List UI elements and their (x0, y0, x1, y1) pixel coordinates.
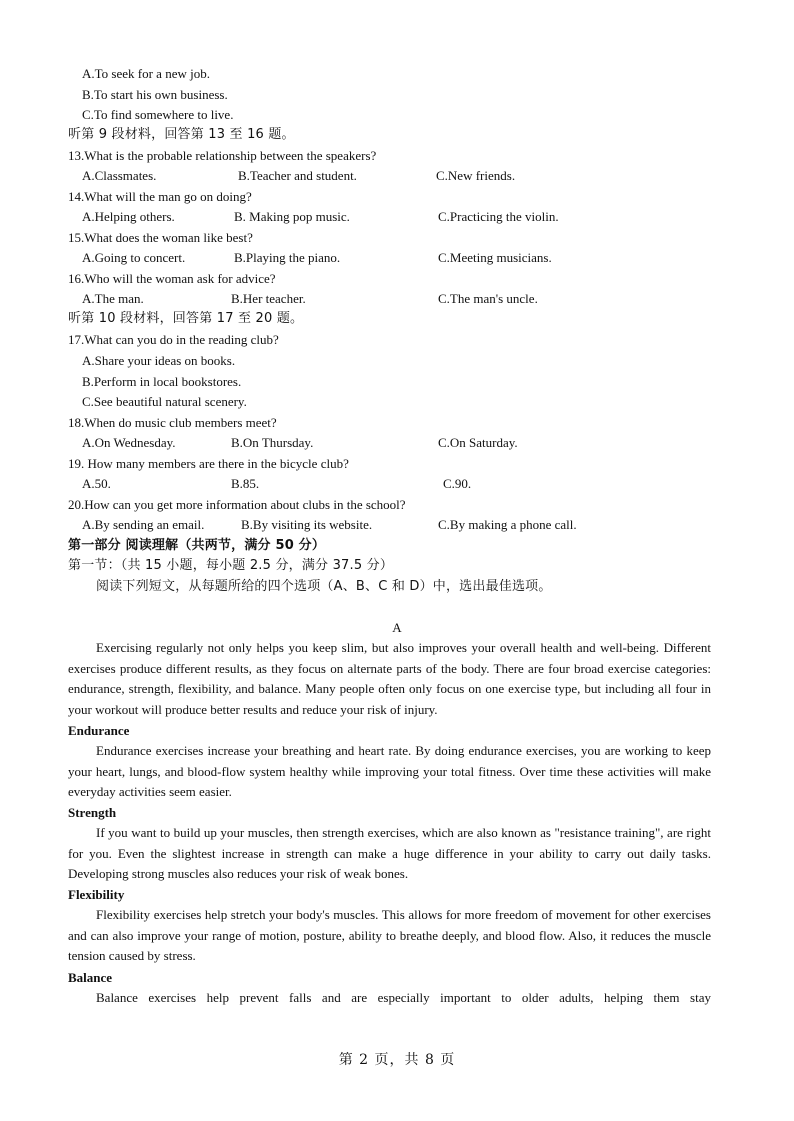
q17-option-b: B.Perform in local bookstores. (82, 374, 242, 389)
page-footer: 第 2 页，共 8 页 (338, 1052, 456, 1068)
q15-option-a: A.Going to concert. (82, 250, 186, 265)
q14-option-c: C.Practicing the violin. (438, 209, 559, 224)
passage-label: A (392, 620, 402, 635)
q13-option-b: B.Teacher and student. (238, 168, 357, 183)
q12-option-a: A.To seek for a new job. (82, 66, 210, 81)
q15-option-b: B.Playing the piano. (234, 250, 341, 265)
q13-option-a: A.Classmates. (82, 168, 157, 183)
q20-option-c: C.By making a phone call. (438, 517, 577, 532)
q14-stem: 14.What will the man go on doing? (68, 189, 252, 204)
q17-option-c: C.See beautiful natural scenery. (82, 394, 247, 409)
q15-stem: 15.What does the woman like best? (68, 230, 253, 245)
section-10-instruction: 听第 10 段材料，回答第 17 至 20 题。 (68, 311, 304, 326)
paragraph-balance: Balance exercises help prevent falls and are especially important to older adults, helping them stay (96, 990, 711, 1005)
q16-stem: 16.Who will the woman ask for advice? (68, 271, 276, 286)
reading-part-title: 第一部分 阅读理解（共两节，满分 50 分） (68, 538, 326, 553)
q15-option-c: C.Meeting musicians. (438, 250, 552, 265)
q19-option-a: A.50. (82, 476, 111, 491)
paragraph-strength: If you want to build up your muscles, then strength exercises, which are also known as "resistance training", are right for you. Even the slightest increase in strength can make a huge difference in your ability to carry out daily tasks. Developing strong muscles also reduces your risk of weak bones. (68, 825, 711, 882)
q12-option-b: B.To start his own business. (82, 87, 228, 102)
q17-option-a: A.Share your ideas on books. (82, 353, 236, 368)
q13-option-c: C.New friends. (436, 168, 516, 183)
q19-stem: 19. How many members are there in the bicycle club? (68, 456, 349, 471)
q14-option-a: A.Helping others. (82, 209, 175, 224)
passage-intro: Exercising regularly not only helps you keep slim, but also improves your overall health and well-being. Different exercises produce different results, as they focus on alternate parts of the body. There are four broad exercise categories: endurance, strength, flexibility, and balance. Many people often only focus on one exercise type, but including all four in your workout will produce better results and reduce your risk of injury. (68, 640, 711, 717)
q14-option-b: B. Making pop music. (234, 209, 350, 224)
paragraph-endurance: Endurance exercises increase your breathing and heart rate. By doing endurance exercises, you are working to keep your heart, lungs, and blood-flow system healthy while improving your total fitness. Over time these activities will make everyday activities seem easier. (68, 743, 711, 800)
q18-option-b: B.On Thursday. (231, 435, 314, 450)
q20-stem: 20.How can you get more information about clubs in the school? (68, 497, 406, 512)
heading-flexibility: Flexibility (68, 887, 125, 902)
q18-option-a: A.On Wednesday. (82, 435, 176, 450)
heading-strength: Strength (68, 805, 117, 820)
reading-instruction: 阅读下列短文，从每题所给的四个选项（A、B、C 和 D）中，选出最佳选项。 (96, 579, 552, 594)
q13-stem: 13.What is the probable relationship between the speakers? (68, 148, 377, 163)
section-9-instruction: 听第 9 段材料，回答第 13 至 16 题。 (68, 127, 295, 142)
q18-option-c: C.On Saturday. (438, 435, 518, 450)
q18-stem: 18.When do music club members meet? (68, 415, 277, 430)
q17-stem: 17.What can you do in the reading club? (68, 332, 279, 347)
paragraph-flexibility: Flexibility exercises help stretch your body's muscles. This allows for more freedom of movement for other exercises and can also improve your range of motion, posture, ability to breathe deeply, and blood flow. Also, it reduces the muscle tension caused by stress. (68, 907, 711, 964)
q20-option-b: B.By visiting its website. (241, 517, 373, 532)
q19-option-c: C.90. (443, 476, 472, 491)
q16-option-c: C.The man's uncle. (438, 291, 538, 306)
q16-option-a: A.The man. (82, 291, 144, 306)
q19-option-b: B.85. (231, 476, 260, 491)
q20-option-a: A.By sending an email. (82, 517, 205, 532)
heading-balance: Balance (68, 970, 113, 985)
heading-endurance: Endurance (68, 723, 130, 738)
q12-option-c: C.To find somewhere to live. (82, 107, 234, 122)
q16-option-b: B.Her teacher. (231, 291, 306, 306)
section-1-title: 第一节：（共 15 小题，每小题 2.5 分，满分 37.5 分） (68, 558, 394, 573)
